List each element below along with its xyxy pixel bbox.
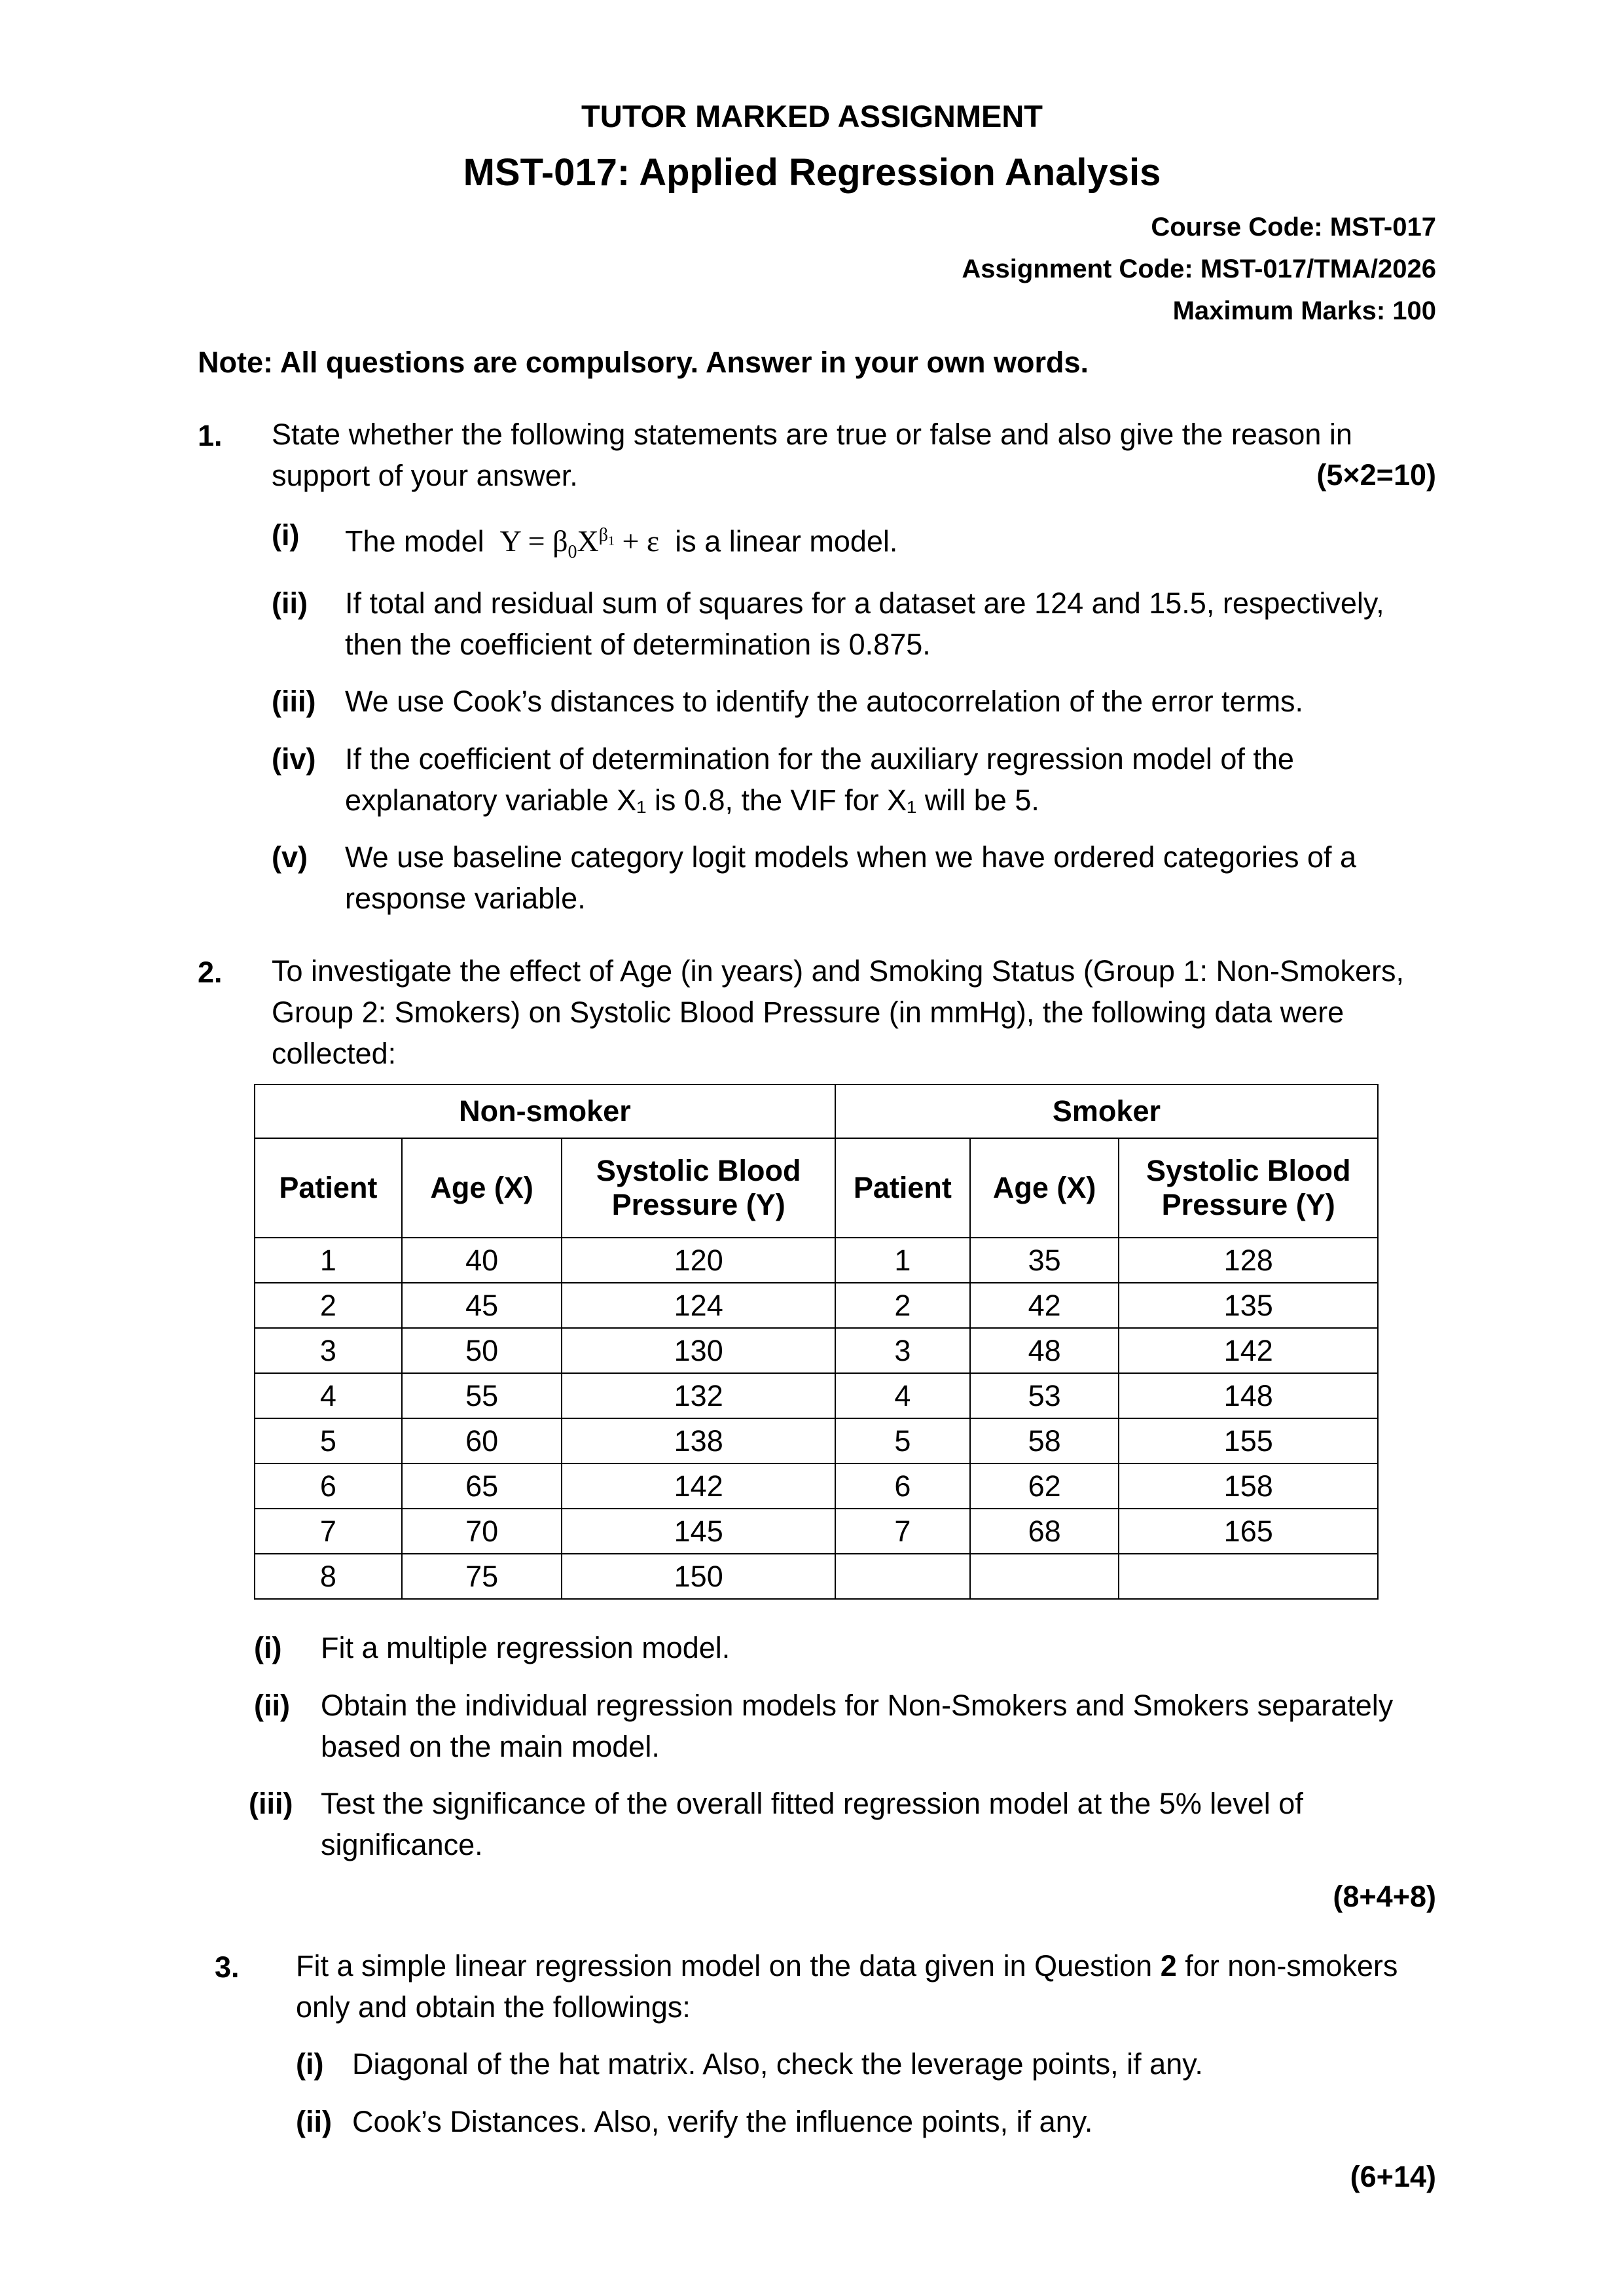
table-cell: 165 [1119, 1509, 1378, 1554]
table-cell [835, 1554, 970, 1599]
q1-item-v [272, 836, 1430, 919]
col-header-patient: Patient [835, 1138, 970, 1238]
table-cell: 7 [255, 1509, 402, 1554]
table-cell: 62 [970, 1463, 1119, 1509]
table-row [255, 1554, 1378, 1599]
table-cell: 5 [255, 1418, 402, 1463]
table-cell: 142 [562, 1463, 835, 1509]
table-cell: 148 [1119, 1373, 1378, 1418]
table-cell: 4 [835, 1373, 970, 1418]
table-row [255, 1463, 1378, 1509]
group-header-nonsmoker: Non-smoker [255, 1085, 835, 1138]
q2-item-iii-label: (iii) [249, 1787, 293, 1820]
question-1-text: State whether the following statements are true or false and also give the reason in support of your answer. [272, 418, 1352, 492]
q3-item-i-label: (i) [296, 2047, 324, 2081]
table-cell [970, 1554, 1119, 1599]
table-row [255, 1418, 1378, 1463]
q1-item-i-pre: The model [345, 524, 484, 558]
q2-item-i [254, 1627, 1432, 1668]
table-cell: 145 [562, 1509, 835, 1554]
question-2-number: 2. [198, 956, 223, 989]
table-cell: 45 [402, 1283, 562, 1328]
q3-item-ii-label: (ii) [296, 2105, 332, 2138]
table-cell: 7 [835, 1509, 970, 1554]
col-header-age: Age (X) [402, 1138, 562, 1238]
table-row [255, 1509, 1378, 1554]
q2-item-ii [254, 1685, 1432, 1767]
table-cell: 124 [562, 1283, 835, 1328]
question-3-marks: (6+14) [1350, 2160, 1436, 2193]
q1-item-iv-text: If the coefficient of determination for the auxiliary regression model of the explanatory variable X₁ is 0.8, the VIF for X₁ will be 5. [345, 742, 1294, 817]
maximum-marks: Maximum Marks: 100 [1172, 296, 1436, 325]
q1-item-v-label: (v) [272, 840, 308, 874]
table-cell: 130 [562, 1328, 835, 1373]
q1-item-i-post: is a linear model. [675, 524, 898, 558]
q1-item-ii-text: If total and residual sum of squares for a dataset are 124 and 15.5, respectively, then the coefficient of determination is 0.875. [345, 586, 1384, 661]
table-cell: 5 [835, 1418, 970, 1463]
table-cell: 128 [1119, 1238, 1378, 1283]
table-cell: 3 [255, 1328, 402, 1373]
q2-item-ii-label: (ii) [254, 1689, 290, 1722]
assignment-title: TUTOR MARKED ASSIGNMENT [581, 99, 1043, 134]
table-cell: 6 [835, 1463, 970, 1509]
q2-item-iii-text: Test the significance of the overall fitted regression model at the 5% level of significance. [321, 1787, 1303, 1861]
table-row [255, 1283, 1378, 1328]
q3-item-i [296, 2043, 1435, 2085]
q1-item-i [272, 514, 1430, 563]
table-cell: 150 [562, 1554, 835, 1599]
table-cell: 120 [562, 1238, 835, 1283]
q3-item-i-text: Diagonal of the hat matrix. Also, check the leverage points, if any. [352, 2047, 1203, 2081]
table-cell: 48 [970, 1328, 1119, 1373]
model-equation: $Y = \beta_0X^{\beta_1} + \varepsilon$ [492, 524, 667, 563]
table-cell: 42 [970, 1283, 1119, 1328]
q1-item-i-label: (i) [272, 518, 300, 552]
table-cell: 155 [1119, 1418, 1378, 1463]
table-cell: 138 [562, 1418, 835, 1463]
q1-item-iii-label: (iii) [272, 685, 316, 718]
q1-item-iii [272, 681, 1430, 722]
q3-item-ii [296, 2101, 1435, 2142]
question-1-marks: (5×2=10) [1316, 458, 1436, 492]
note: Note: All questions are compulsory. Answer in your own words. [198, 346, 1089, 379]
table-row [255, 1328, 1378, 1373]
q1-item-ii-label: (ii) [272, 586, 308, 620]
table-cell: 132 [562, 1373, 835, 1418]
question-1-number: 1. [198, 419, 223, 452]
table-row [255, 1373, 1378, 1418]
table-cell: 35 [970, 1238, 1119, 1283]
q1-item-iv [272, 738, 1430, 821]
table-row [255, 1238, 1378, 1283]
question-2-text: To investigate the effect of Age (in years) and Smoking Status (Group 1: Non-Smokers, Group 2: Smokers) on Systolic Blood Pressure (in mmHg), the following data were collected: [272, 954, 1405, 1070]
col-header-sbp: Systolic Blood Pressure (Y) [1119, 1138, 1378, 1238]
table-cell: 75 [402, 1554, 562, 1599]
table-cell: 58 [970, 1418, 1119, 1463]
assignment-code: Assignment Code: MST-017/TMA/2026 [962, 255, 1436, 283]
course-title: MST-017: Applied Regression Analysis [463, 151, 1161, 194]
col-header-age: Age (X) [970, 1138, 1119, 1238]
question-3-text: Fit a simple linear regression model on the data given in Question 2 for non-smokers only and obtain the followings: [296, 1949, 1398, 2024]
table-cell: 68 [970, 1509, 1119, 1554]
table-cell: 70 [402, 1509, 562, 1554]
table-cell: 65 [402, 1463, 562, 1509]
table-cell: 55 [402, 1373, 562, 1418]
table-cell: 53 [970, 1373, 1119, 1418]
q3-item-ii-text: Cook’s Distances. Also, verify the influence points, if any. [352, 2105, 1093, 2138]
table-cell: 2 [255, 1283, 402, 1328]
col-header-patient: Patient [255, 1138, 402, 1238]
table-cell: 6 [255, 1463, 402, 1509]
table-cell: 1 [835, 1238, 970, 1283]
table-cell: 2 [835, 1283, 970, 1328]
col-header-sbp: Systolic Blood Pressure (Y) [562, 1138, 835, 1238]
q1-item-ii [272, 583, 1430, 665]
table-cell: 142 [1119, 1328, 1378, 1373]
table-cell: 4 [255, 1373, 402, 1418]
course-code: Course Code: MST-017 [1151, 213, 1436, 242]
table-cell: 3 [835, 1328, 970, 1373]
q1-item-iv-label: (iv) [272, 742, 316, 776]
q2-item-i-label: (i) [254, 1631, 282, 1664]
table-cell: 1 [255, 1238, 402, 1283]
table-cell [1119, 1554, 1378, 1599]
table-cell: 158 [1119, 1463, 1378, 1509]
question-3-number: 3. [215, 1950, 240, 1984]
table-cell: 135 [1119, 1283, 1378, 1328]
q2-item-iii [249, 1783, 1432, 1865]
group-header-smoker: Smoker [835, 1085, 1378, 1138]
q2-item-ii-text: Obtain the individual regression models for Non-Smokers and Smokers separately based on the main model. [321, 1689, 1394, 1763]
question-2-marks: (8+4+8) [1333, 1880, 1436, 1913]
q1-item-iii-text: We use Cook’s distances to identify the autocorrelation of the error terms. [345, 685, 1304, 718]
q1-item-v-text: We use baseline category logit models when we have ordered categories of a response variable. [345, 840, 1357, 915]
table-cell: 8 [255, 1554, 402, 1599]
table-cell: 60 [402, 1418, 562, 1463]
bp-data-table [254, 1084, 1379, 1600]
q2-item-i-text: Fit a multiple regression model. [321, 1631, 731, 1664]
table-cell: 50 [402, 1328, 562, 1373]
table-cell: 40 [402, 1238, 562, 1283]
